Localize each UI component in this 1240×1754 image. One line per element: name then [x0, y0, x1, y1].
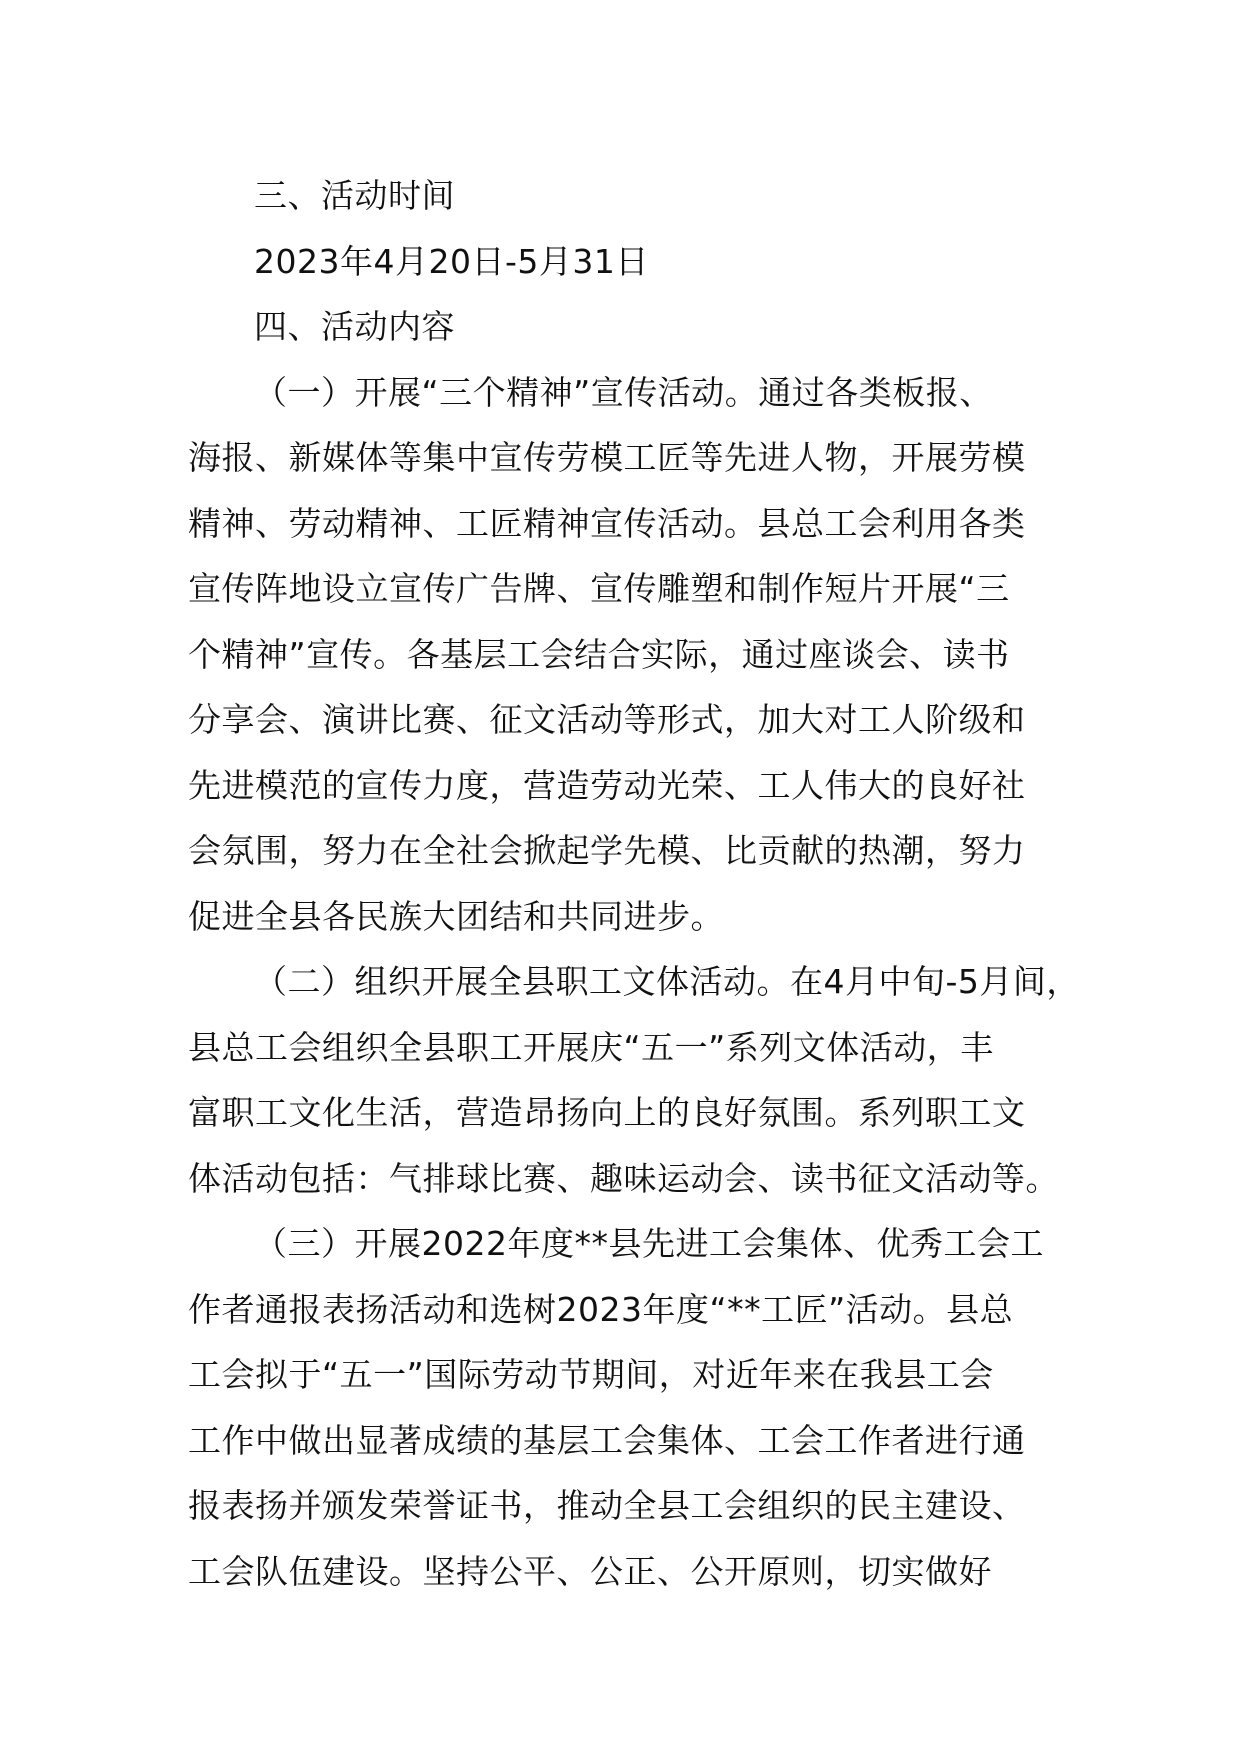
paragraph-line: 工作中做出显著成绩的基层工会集体、工会工作者进行通 [188, 1420, 1026, 1460]
paragraph-line: 精神、劳动精神、工匠精神宣传活动。县总工会利用各类 [188, 503, 1026, 543]
paragraph-line: 工会队伍建设。坚持公平、公正、公开原则，切实做好 [188, 1551, 992, 1591]
paragraph-line: （三）开展2022年度**县先进工会集体、优秀工会工 [254, 1224, 1044, 1263]
document-body [188, 163, 1080, 1604]
paragraph-line: 个精神”宣传。各基层工会结合实际，通过座谈会、读书 [188, 634, 1010, 674]
paragraph-line: 富职工文化生活，营造昂扬向上的良好氛围。系列职工文 [188, 1093, 1026, 1132]
paragraph-line: （二）组织开展全县职工文体活动。在4月中旬-5月间， [254, 962, 1080, 1001]
paragraph-line: 宣传阵地设立宣传广告牌、宣传雕塑和制作短片开展“三 [188, 569, 1010, 608]
section-heading-activity-content: 四、活动内容 [254, 307, 455, 346]
paragraph-line: 县总工会组织全县职工开展庆“五一”系列文体活动，丰 [188, 1027, 994, 1067]
paragraph-line: 会氛围，努力在全社会掀起学先模、比贡献的热潮，努力 [188, 831, 1026, 870]
paragraph-line: 促进全县各民族大团结和共同进步。 [188, 896, 724, 936]
paragraph-line: 作者通报表扬活动和选树2023年度“**工匠”活动。县总 [188, 1289, 1014, 1329]
paragraph-line: 体活动包括：气排球比赛、趣味运动会、读书征文活动等。 [188, 1158, 1059, 1198]
paragraph-line: （一）开展“三个精神”宣传活动。通过各类板报、 [254, 372, 993, 412]
paragraph-line: 报表扬并颁发荣誉证书，推动全县工会组织的民主建设、 [188, 1486, 1026, 1525]
activity-date-range: 2023年4月20日-5月31日 [254, 241, 649, 281]
paragraph-propaganda [188, 360, 1068, 950]
section-heading-activity-time: 三、活动时间 [254, 176, 455, 215]
paragraph-line: 先进模范的宣传力度，营造劳动光荣、工人伟大的良好社 [188, 765, 1026, 805]
paragraph-line: 工会拟于“五一”国际劳动节期间，对近年来在我县工会 [188, 1355, 994, 1394]
paragraph-sports-activities [188, 949, 1080, 1211]
paragraph-commendation [188, 1211, 1068, 1604]
paragraph-line: 分享会、演讲比赛、征文活动等形式，加大对工人阶级和 [188, 700, 1026, 739]
paragraph-line: 海报、新媒体等集中宣传劳模工匠等先进人物，开展劳模 [188, 438, 1026, 477]
